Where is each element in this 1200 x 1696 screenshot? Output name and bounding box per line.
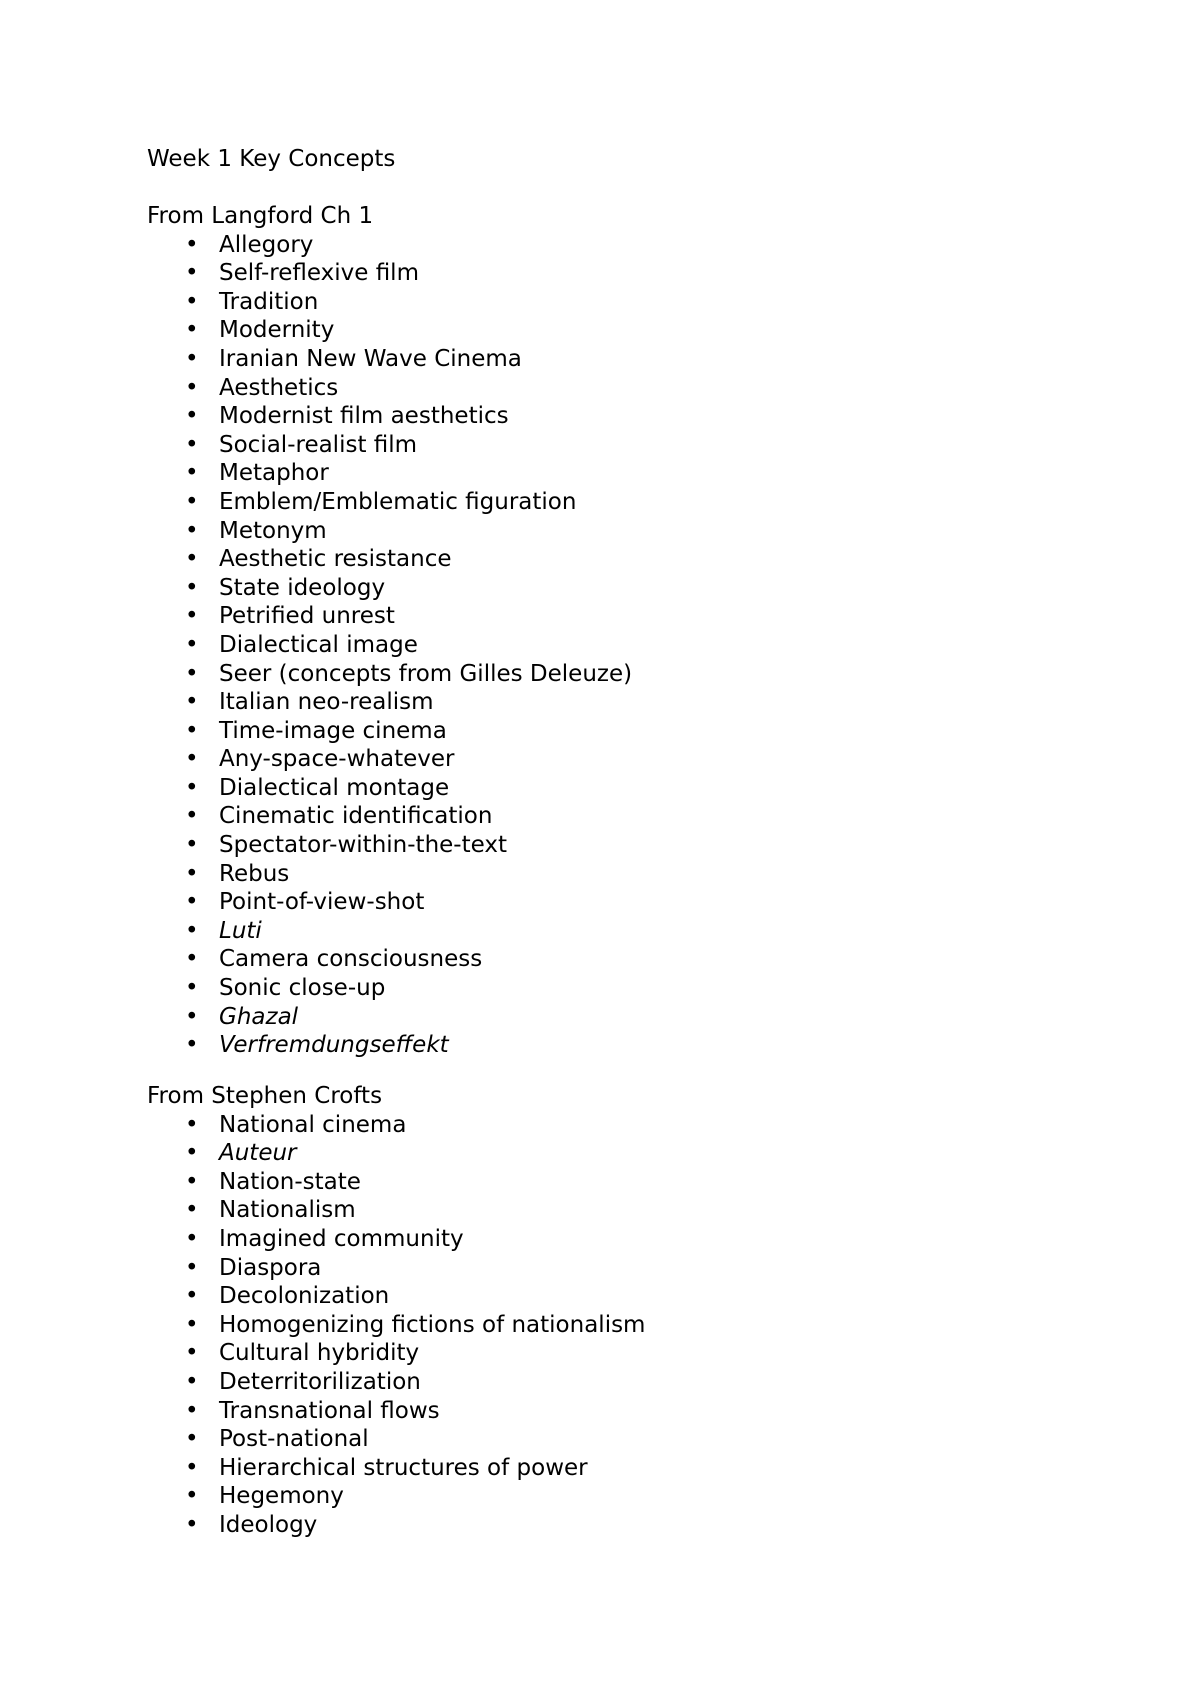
list-item-text: Dialectical montage	[219, 774, 450, 801]
bullet-icon: •	[185, 488, 199, 515]
list-item-text: Modernity	[219, 317, 335, 344]
list-item-text: Ideology	[219, 1511, 318, 1538]
list-item	[147, 1225, 1147, 1254]
list-item-text: Petrified unrest	[219, 603, 395, 630]
list-item	[147, 517, 1147, 546]
section-langford	[147, 202, 1147, 1060]
list-item-text: Italian neo-realism	[219, 689, 434, 716]
list-item	[147, 1425, 1147, 1454]
bullet-icon: •	[185, 345, 199, 372]
bullet-icon: •	[185, 631, 199, 658]
bullet-icon: •	[185, 975, 199, 1002]
list-item	[147, 717, 1147, 746]
bullet-icon: •	[185, 1197, 199, 1224]
list-item	[147, 1311, 1147, 1340]
list-item	[147, 917, 1147, 946]
list-item-text: Dialectical image	[219, 631, 418, 658]
bullet-icon: •	[185, 746, 199, 773]
document-title: Week 1 Key Concepts	[147, 146, 396, 172]
bullet-icon: •	[185, 832, 199, 859]
bullet-icon: •	[185, 546, 199, 573]
list-item	[147, 860, 1147, 889]
list-item-text: Sonic close-up	[219, 975, 386, 1002]
list-item-text: Verfremdungseffekt	[219, 1032, 449, 1059]
bullet-icon: •	[185, 917, 199, 944]
bullet-icon: •	[185, 431, 199, 458]
list-item-text: Hierarchical structures of power	[219, 1454, 588, 1481]
list-item-text: Auteur	[219, 1140, 297, 1167]
list-item	[147, 945, 1147, 974]
bullet-icon: •	[185, 774, 199, 801]
list-item	[147, 1254, 1147, 1283]
list-item	[147, 1282, 1147, 1311]
list-item	[147, 888, 1147, 917]
bullet-icon: •	[185, 317, 199, 344]
list-item-text: Rebus	[219, 860, 290, 887]
list-item	[147, 402, 1147, 431]
list-item-text: National cinema	[219, 1111, 407, 1138]
list-item-text: Hegemony	[219, 1483, 344, 1510]
list-item	[147, 831, 1147, 860]
bullet-icon: •	[185, 660, 199, 687]
list-item	[147, 316, 1147, 345]
bullet-icon: •	[185, 288, 199, 315]
list-item-text: Transnational flows	[219, 1397, 440, 1424]
list-item	[147, 231, 1147, 260]
list-item	[147, 545, 1147, 574]
bullet-icon: •	[185, 260, 199, 287]
list-item-text: Spectator-within-the-text	[219, 832, 507, 859]
list-item-text: Metonym	[219, 517, 327, 544]
list-item-text: Any-space-whatever	[219, 746, 455, 773]
bullet-icon: •	[185, 1311, 199, 1338]
bullet-icon: •	[185, 603, 199, 630]
bullet-icon: •	[185, 860, 199, 887]
list-item-text: Time-image cinema	[219, 717, 447, 744]
list-item	[147, 974, 1147, 1003]
list-item	[147, 688, 1147, 717]
section-heading: From Langford Ch 1	[147, 203, 374, 229]
bullet-icon: •	[185, 1426, 199, 1453]
list-item	[147, 774, 1147, 803]
list-item	[147, 745, 1147, 774]
list-item-text: Nationalism	[219, 1197, 356, 1224]
list-item	[147, 374, 1147, 403]
list-item-text: Imagined community	[219, 1225, 464, 1252]
list-item-text: Deterritorilization	[219, 1368, 421, 1395]
list-item-text: Tradition	[219, 288, 319, 315]
list-item	[147, 602, 1147, 631]
bullet-icon: •	[185, 1283, 199, 1310]
list-item-text: Metaphor	[219, 460, 329, 487]
concept-list	[147, 1111, 1147, 1540]
bullet-icon: •	[185, 374, 199, 401]
bullet-icon: •	[185, 1454, 199, 1481]
list-item	[147, 1454, 1147, 1483]
bullet-icon: •	[185, 803, 199, 830]
bullet-icon: •	[185, 1254, 199, 1281]
list-item-text: Luti	[219, 917, 262, 944]
list-item	[147, 1511, 1147, 1540]
list-item	[147, 431, 1147, 460]
list-item-text: Self-reflexive film	[219, 260, 419, 287]
list-item	[147, 631, 1147, 660]
list-item	[147, 1339, 1147, 1368]
list-item-text: Ghazal	[219, 1003, 299, 1030]
list-item	[147, 1368, 1147, 1397]
list-item	[147, 1031, 1147, 1060]
list-item	[147, 288, 1147, 317]
list-item	[147, 1111, 1147, 1140]
list-item	[147, 259, 1147, 288]
list-item-text: Emblem/Emblematic figuration	[219, 488, 577, 515]
list-item-text: Iranian New Wave Cinema	[219, 345, 522, 372]
concept-list	[147, 231, 1147, 1060]
bullet-icon: •	[185, 1032, 199, 1059]
bullet-icon: •	[185, 1483, 199, 1510]
bullet-icon: •	[185, 1225, 199, 1252]
list-item	[147, 574, 1147, 603]
list-item-text: Social-realist film	[219, 431, 418, 458]
list-item-text: Modernist film aesthetics	[219, 403, 509, 430]
list-item-text: Camera consciousness	[219, 946, 483, 973]
bullet-icon: •	[185, 403, 199, 430]
bullet-icon: •	[185, 1368, 199, 1395]
list-item	[147, 345, 1147, 374]
list-item	[147, 459, 1147, 488]
list-item	[147, 1003, 1147, 1032]
list-item	[147, 1139, 1147, 1168]
list-item-text: Cinematic identification	[219, 803, 493, 830]
list-item-text: Post-national	[219, 1426, 369, 1453]
list-item-text: Decolonization	[219, 1283, 390, 1310]
list-item-text: Nation-state	[219, 1168, 361, 1195]
bullet-icon: •	[185, 946, 199, 973]
list-item-text: Aesthetic resistance	[219, 546, 452, 573]
list-item-text: Diaspora	[219, 1254, 322, 1281]
section-heading: From Stephen Crofts	[147, 1083, 383, 1109]
list-item	[147, 488, 1147, 517]
list-item-text: State ideology	[219, 574, 386, 601]
bullet-icon: •	[185, 460, 199, 487]
list-item	[147, 1196, 1147, 1225]
bullet-icon: •	[185, 231, 199, 258]
bullet-icon: •	[185, 1003, 199, 1030]
bullet-icon: •	[185, 574, 199, 601]
list-item-text: Point-of-view-shot	[219, 889, 425, 916]
bullet-icon: •	[185, 517, 199, 544]
list-item-text: Homogenizing fictions of nationalism	[219, 1311, 646, 1338]
list-item	[147, 1168, 1147, 1197]
bullet-icon: •	[185, 1340, 199, 1367]
bullet-icon: •	[185, 889, 199, 916]
bullet-icon: •	[185, 1511, 199, 1538]
list-item-text: Allegory	[219, 231, 314, 258]
list-item	[147, 660, 1147, 689]
list-item	[147, 1482, 1147, 1511]
bullet-icon: •	[185, 1140, 199, 1167]
list-item-text: Cultural hybridity	[219, 1340, 420, 1367]
bullet-icon: •	[185, 717, 199, 744]
bullet-icon: •	[185, 1111, 199, 1138]
bullet-icon: •	[185, 689, 199, 716]
bullet-icon: •	[185, 1397, 199, 1424]
bullet-icon: •	[185, 1168, 199, 1195]
list-item-text: Aesthetics	[219, 374, 339, 401]
list-item-text: Seer (concepts from Gilles Deleuze)	[219, 660, 633, 687]
list-item	[147, 1397, 1147, 1426]
list-item	[147, 802, 1147, 831]
section-crofts	[147, 1082, 1147, 1540]
